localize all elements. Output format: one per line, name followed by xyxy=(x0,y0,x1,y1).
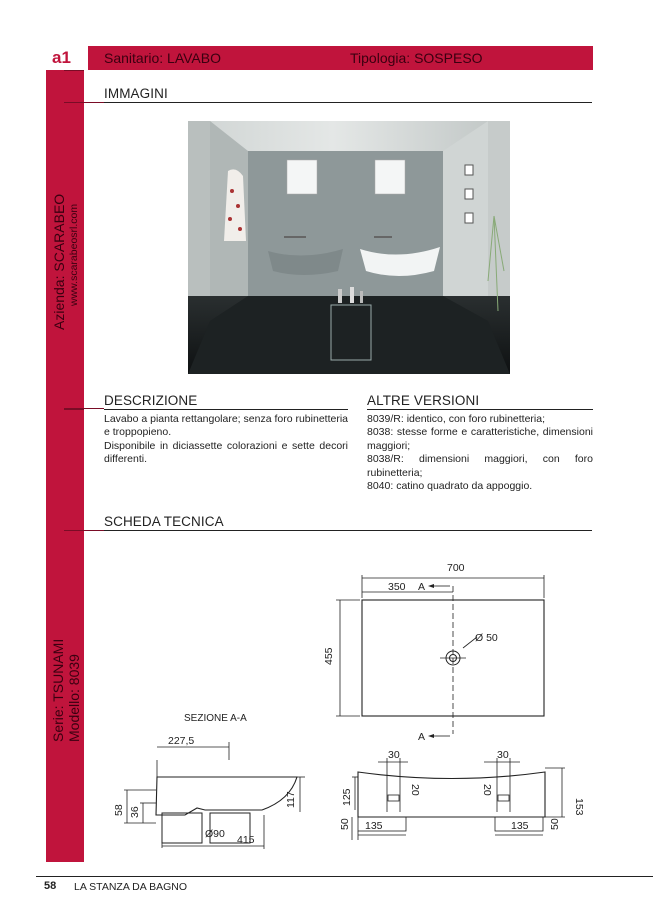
descrizione-heading: DESCRIZIONE xyxy=(104,393,198,408)
modello-label: Modello: 8039 xyxy=(66,654,82,742)
scheda-tecnica-heading: SCHEDA TECNICA xyxy=(104,514,224,529)
dim-hole: Ø 50 xyxy=(475,632,498,644)
tipologia-label: Tipologia: SOSPESO xyxy=(350,50,483,66)
versione-item: 8040: catino quadrato da appoggio. xyxy=(367,480,533,493)
versione-item: 8039/R: identico, con foro rubinetteria; xyxy=(367,413,546,425)
dim-front-s1: 20 xyxy=(409,784,421,796)
versione-item: 8038/R: dimensioni maggiori, con foro rubinetteria; xyxy=(367,453,593,479)
website-label: www.scarabeosrl.com xyxy=(68,203,80,306)
dim-front-o2: 135 xyxy=(511,820,529,832)
footer-rule xyxy=(36,876,653,877)
immagini-heading: IMMAGINI xyxy=(104,86,168,101)
dim-front-h153: 153 xyxy=(573,798,585,816)
sanitario-label: Sanitario: LAVABO xyxy=(104,50,221,66)
dim-front-c2: 30 xyxy=(497,749,509,761)
descrizione-text-1: Lavabo a pianta rettangolare; senza foro rubinetteria e troppopieno. xyxy=(104,413,348,439)
cut-label-bottom: A xyxy=(418,731,426,743)
dim-front-s2: 20 xyxy=(481,784,493,796)
versione-item: 8038: stesse forme e caratteristiche, dimensioni maggiori; xyxy=(367,426,593,452)
footer-page-number: 58 xyxy=(44,880,57,892)
dim-section-reach: 227,5 xyxy=(168,735,195,747)
dim-section-height: 117 xyxy=(285,791,297,808)
dim-front-c1: 30 xyxy=(388,749,400,761)
dim-width: 700 xyxy=(447,562,465,574)
dim-section-hole: Ø90 xyxy=(205,828,225,840)
altre-versioni-heading: ALTRE VERSIONI xyxy=(367,393,480,408)
footer-title: LA STANZA DA BAGNO xyxy=(74,881,188,893)
dim-front-o1: 135 xyxy=(365,820,383,832)
sezione-label: SEZIONE A-A xyxy=(184,713,247,724)
dim-half-width: 350 xyxy=(388,581,406,593)
cut-label-top: A xyxy=(418,581,426,593)
header-badge: a1 xyxy=(52,48,71,67)
dim-front-b2: 50 xyxy=(549,818,561,830)
serie-label: Serie: TSUNAMI xyxy=(50,638,66,742)
descrizione-text-2: Disponibile in diciassette colorazioni e sette decori differenti. xyxy=(104,439,348,466)
azienda-label: Azienda: SCARABEO xyxy=(51,193,67,330)
dim-section-h36: 36 xyxy=(129,806,141,818)
dim-section-width: 415 xyxy=(237,834,255,846)
dim-front-b1: 50 xyxy=(339,818,351,830)
dim-section-h58: 58 xyxy=(113,804,125,816)
dim-depth: 455 xyxy=(323,647,335,665)
dim-front-h125: 125 xyxy=(341,788,353,806)
